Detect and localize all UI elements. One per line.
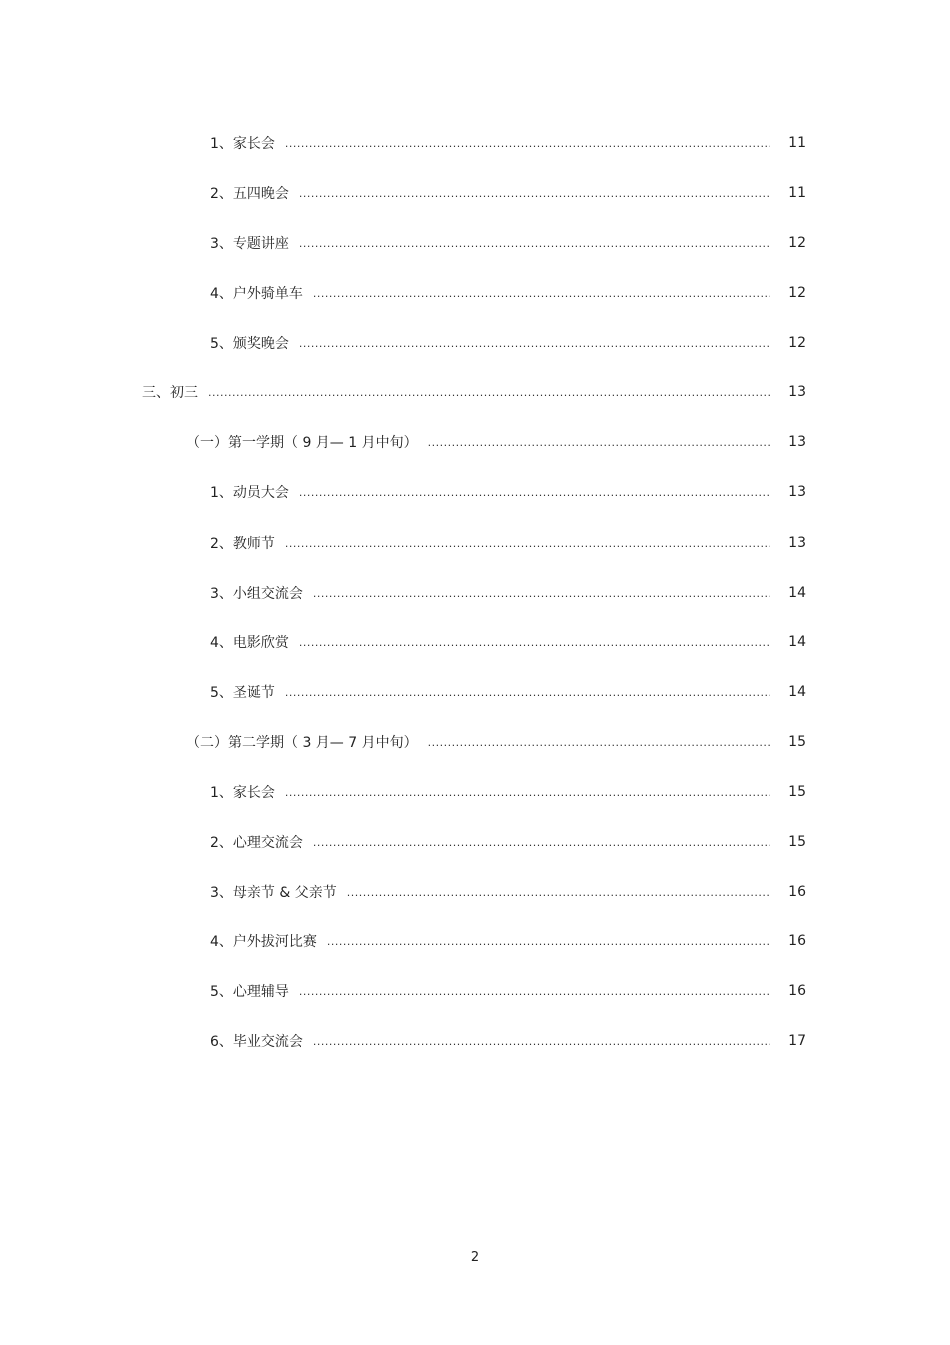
toc-entry-page: 14 bbox=[788, 634, 806, 650]
toc-entry-label: 1、动员大会 bbox=[210, 485, 289, 501]
toc-entry-page: 12 bbox=[788, 335, 806, 351]
toc-entry-page: 14 bbox=[788, 684, 806, 700]
toc-entry-label: 4、户外拔河比赛 bbox=[210, 934, 317, 950]
toc-leader-dots bbox=[327, 935, 770, 948]
toc-leader-dots bbox=[313, 836, 770, 849]
toc-entry[interactable] bbox=[210, 131, 806, 155]
toc-leader-dots bbox=[285, 686, 770, 699]
toc-entry-label: 4、户外骑单车 bbox=[210, 286, 303, 302]
toc-entry-page: 11 bbox=[788, 185, 806, 201]
toc-entry[interactable] bbox=[210, 581, 806, 605]
toc-leader-dots bbox=[313, 587, 770, 600]
toc-leader-dots bbox=[285, 537, 770, 550]
toc-entry-label: 3、专题讲座 bbox=[210, 236, 289, 252]
toc-entry-page: 16 bbox=[788, 933, 806, 949]
toc-entry-label: 1、家长会 bbox=[210, 785, 275, 801]
toc-entry-page: 15 bbox=[788, 784, 806, 800]
toc-entry[interactable] bbox=[210, 331, 806, 355]
toc-entry[interactable] bbox=[210, 830, 806, 854]
toc-entry-page: 15 bbox=[788, 834, 806, 850]
toc-entry-label: 2、心理交流会 bbox=[210, 835, 303, 851]
toc-entry[interactable] bbox=[210, 630, 806, 654]
toc-entry-page: 13 bbox=[788, 484, 806, 500]
toc-entry-label: （一）第一学期（ 9 月— 1 月中旬） bbox=[186, 435, 418, 451]
toc-leader-dots bbox=[428, 436, 770, 449]
toc-entry[interactable] bbox=[210, 231, 806, 255]
toc-leader-dots bbox=[299, 237, 770, 250]
toc-entry-page: 13 bbox=[788, 434, 806, 450]
toc-section[interactable] bbox=[186, 730, 806, 754]
toc-entry[interactable] bbox=[210, 979, 806, 1003]
toc-entry-page: 13 bbox=[788, 535, 806, 551]
toc-entry-label: 4、电影欣赏 bbox=[210, 635, 289, 651]
toc-entry-page: 11 bbox=[788, 135, 806, 151]
toc-leader-dots bbox=[313, 287, 770, 300]
toc-leader-dots bbox=[208, 386, 770, 399]
toc-entry-page: 15 bbox=[788, 734, 806, 750]
toc-entry-page: 12 bbox=[788, 235, 806, 251]
toc-leader-dots bbox=[313, 1035, 770, 1048]
toc-entry-label: 5、圣诞节 bbox=[210, 685, 275, 701]
toc-entry[interactable] bbox=[210, 929, 806, 953]
toc-section[interactable] bbox=[186, 430, 806, 454]
toc-leader-dots bbox=[428, 736, 770, 749]
page-number: 2 bbox=[470, 1250, 480, 1265]
toc-entry-label: 6、毕业交流会 bbox=[210, 1034, 303, 1050]
toc-leader-dots bbox=[285, 786, 770, 799]
toc-leader-dots bbox=[299, 636, 770, 649]
toc-leader-dots bbox=[285, 137, 770, 150]
toc-entry-page: 12 bbox=[788, 285, 806, 301]
toc-entry-page: 16 bbox=[788, 983, 806, 999]
toc-entry-page: 17 bbox=[788, 1033, 806, 1049]
toc-leader-dots bbox=[299, 187, 770, 200]
toc-entry[interactable] bbox=[210, 1029, 806, 1053]
toc-entry-page: 16 bbox=[788, 884, 806, 900]
toc-entry[interactable] bbox=[210, 531, 806, 555]
toc-entry-page: 14 bbox=[788, 585, 806, 601]
toc-entry-label: 3、小组交流会 bbox=[210, 586, 303, 602]
toc-entry[interactable] bbox=[210, 181, 806, 205]
toc-chapter[interactable] bbox=[142, 380, 806, 404]
toc-entry-label: 5、心理辅导 bbox=[210, 984, 289, 1000]
toc-entry[interactable] bbox=[210, 880, 806, 904]
toc-entry-label: 5、颁奖晚会 bbox=[210, 336, 289, 352]
toc-entry-label: 1、家长会 bbox=[210, 136, 275, 152]
toc-leader-dots bbox=[299, 337, 770, 350]
toc-entry-label: 三、初三 bbox=[142, 385, 198, 401]
toc-entry[interactable] bbox=[210, 281, 806, 305]
toc-entry[interactable] bbox=[210, 680, 806, 704]
toc-leader-dots bbox=[299, 985, 770, 998]
toc-entry-label: 3、母亲节 & 父亲节 bbox=[210, 885, 337, 901]
toc-leader-dots bbox=[347, 886, 770, 899]
toc-entry-label: 2、五四晚会 bbox=[210, 186, 289, 202]
toc-entry-label: （二）第二学期（ 3 月— 7 月中旬） bbox=[186, 735, 418, 751]
toc-leader-dots bbox=[299, 486, 770, 499]
toc-entry[interactable] bbox=[210, 480, 806, 504]
toc-entry[interactable] bbox=[210, 780, 806, 804]
toc-entry-page: 13 bbox=[788, 384, 806, 400]
toc-entry-label: 2、教师节 bbox=[210, 536, 275, 552]
